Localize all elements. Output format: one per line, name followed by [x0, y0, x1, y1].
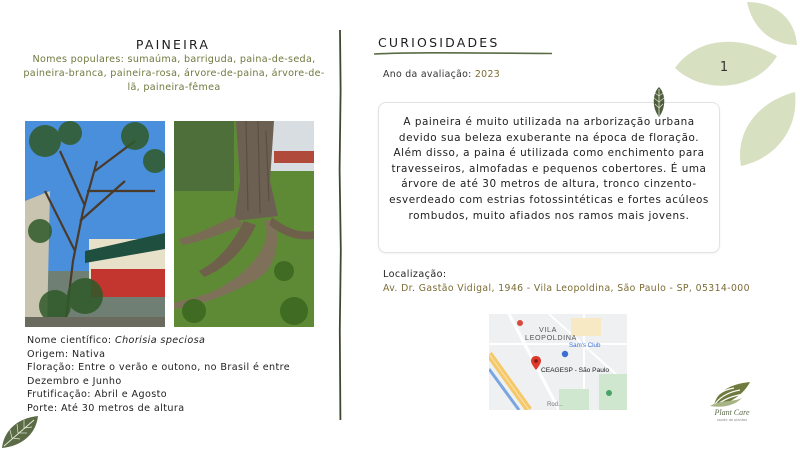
scientific-name-row: [27, 334, 317, 348]
brand-name: Plant Care: [714, 408, 750, 417]
location-map[interactable]: [489, 314, 627, 410]
plant-care-logo-icon: [700, 380, 764, 408]
map-street-label: Rod...: [547, 402, 564, 408]
popular-names: Nomes populares: sumaúma, barriguda, paina-de-seda, paineira-branca, paineira-rosa, árvore-de-paina, árvore-de-lã, paineira-fêmea: [23, 54, 325, 93]
location-label: Localização:: [383, 269, 447, 280]
tree-trunk-photo: [174, 121, 314, 327]
evaluation-year: [383, 69, 500, 80]
size-row: Porte: Até 30 metros de altura: [27, 402, 185, 414]
description-text: A paineira é muito utilizada na arborização urbana devido sua beleza exuberante na época de floração. Além disso, a paina é utilizada como enchimento para travesseiros, almofadas e pequenos cobertores. É uma árvore de até 30 metros de altura, tronco cinzento-esverdeado com estrias fotossintéticas e fortes acúleos rombudos, muito afiados nos ramos mais jovens.: [389, 116, 709, 222]
map-district-line1: VILA: [539, 325, 557, 334]
fruiting-row: Frutificação: Abril e Agosto: [27, 389, 168, 401]
brand-tagline: saúde de plantas: [716, 418, 748, 422]
title-underline: [374, 51, 552, 56]
scientific-name-value: Chorisia speciosa: [114, 335, 206, 346]
plant-title: PAINEIRA: [135, 37, 211, 52]
map-place-label: CEAGESP - São Paulo: [541, 367, 610, 374]
plant-info-list: [27, 334, 317, 416]
leaf-icon: [651, 86, 667, 118]
map-pin-icon: [531, 356, 541, 370]
year-label: Ano da avaliação:: [383, 69, 472, 80]
location-address[interactable]: Av. Dr. Gastão Vidigal, 1946 - Vila Leopoldina, São Paulo - SP, 05314-000: [383, 283, 750, 294]
flowering-row: Floração: Entre o verão e outono, no Brasil é entre Dezembro e Junho: [27, 362, 291, 387]
column-divider: [338, 30, 342, 420]
origin-row: Origem: Nativa: [27, 348, 106, 360]
page-number: 1: [719, 60, 729, 75]
map-district-line2: LEOPOLDINA: [525, 333, 577, 342]
curiosities-title: CURIOSIDADES: [378, 35, 500, 50]
tree-canopy-photo: [25, 121, 165, 327]
map-poi-label: Sam's Club: [569, 342, 601, 349]
scientific-name-label: Nome científico:: [27, 335, 112, 346]
year-value: 2023: [474, 69, 500, 80]
leaf-icon: [0, 414, 40, 450]
